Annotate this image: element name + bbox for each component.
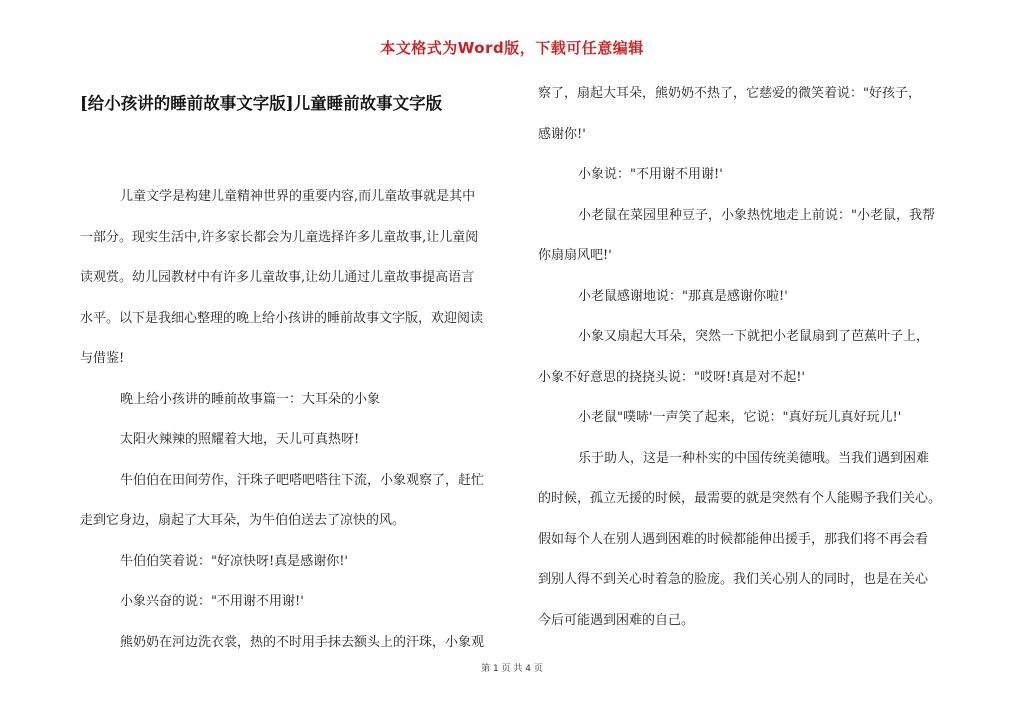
text-line: 到别人得不到关心时着急的脸庞。我们关心别人的同时，也是在关心 xyxy=(538,572,929,587)
download-banner: 本文格式为Word版，下载可任意编辑 xyxy=(380,39,644,57)
text-line: 牛伯伯笑着说："好凉快呀!真是感谢你!' xyxy=(120,553,349,569)
text-line: 你扇扇风吧!' xyxy=(538,248,612,263)
text-line: 小象不好意思的挠挠头说："哎呀!真是对不起!' xyxy=(538,369,806,385)
text-line: 儿童文学是构建儿童精神世界的重要内容,而儿童故事就是其中 xyxy=(120,189,476,204)
text-line: 小老鼠感谢地说："那真是感谢你啦!' xyxy=(578,288,788,304)
text-line: 的时候，孤立无援的时候，最需要的就是突然有个人能赐予我们关心。 xyxy=(538,491,942,506)
document-title: [给小孩讲的睡前故事文字版]儿童睡前故事文字版 xyxy=(80,94,443,113)
left-column xyxy=(80,177,520,663)
text-line: 熊奶奶在河边洗衣裳，热的不时用手抹去额头上的汗珠，小象观 xyxy=(120,634,485,650)
text-line: 太阳火辣辣的照耀着大地，天儿可真热呀! xyxy=(120,432,360,447)
text-line: 水平。以下是我细心整理的晚上给小孩讲的睡前故事文字版，欢迎阅读 xyxy=(80,310,484,326)
text-line: 与借鉴! xyxy=(80,351,125,366)
text-line: 走到它身边，扇起了大耳朵，为牛伯伯送去了凉快的风。 xyxy=(80,513,406,528)
text-line: 小象又扇起大耳朵，突然一下就把小老鼠扇到了芭蕉叶子上， xyxy=(578,329,930,344)
text-line: 察了，扇起大耳朵，熊奶奶不热了，它慈爱的微笑着说："好孩子， xyxy=(538,86,921,101)
text-line: 乐于助人，这是一种朴实的中国传统美德哦。当我们遇到困难 xyxy=(578,450,930,466)
text-line: 假如每个人在别人遇到困难的时候都能伸出援手，那我们将不再会看 xyxy=(538,531,929,547)
text-line: 一部分。现实生活中,许多家长都会为儿童选择许多儿童故事,让儿童阅 xyxy=(80,229,479,245)
text-line: 小老鼠"噗哧'一声笑了起来，它说："真好玩儿真好玩儿!' xyxy=(578,410,902,425)
text-line: 小象兴奋的说："不用谢不用谢!' xyxy=(120,594,304,609)
text-line: 晚上给小孩讲的睡前故事篇一：大耳朵的小象 xyxy=(120,391,381,407)
text-line: 读观赏。幼儿园教材中有许多儿童故事,让幼儿通过儿童故事提高语言 xyxy=(80,270,475,285)
text-line: 牛伯伯在田间劳作，汗珠子吧嗒吧嗒往下流，小象观察了，赶忙 xyxy=(120,472,485,488)
text-line: 感谢你!' xyxy=(538,126,586,142)
text-line: 今后可能遇到困难的自己。 xyxy=(538,612,695,628)
page-footer: 第 1 页 共 4 页 xyxy=(481,664,543,674)
right-column xyxy=(538,74,958,641)
text-line: 小象说："不用谢不用谢!' xyxy=(578,167,723,182)
text-line: 小老鼠在菜园里种豆子，小象热忱地走上前说："小老鼠，我帮 xyxy=(578,207,935,223)
